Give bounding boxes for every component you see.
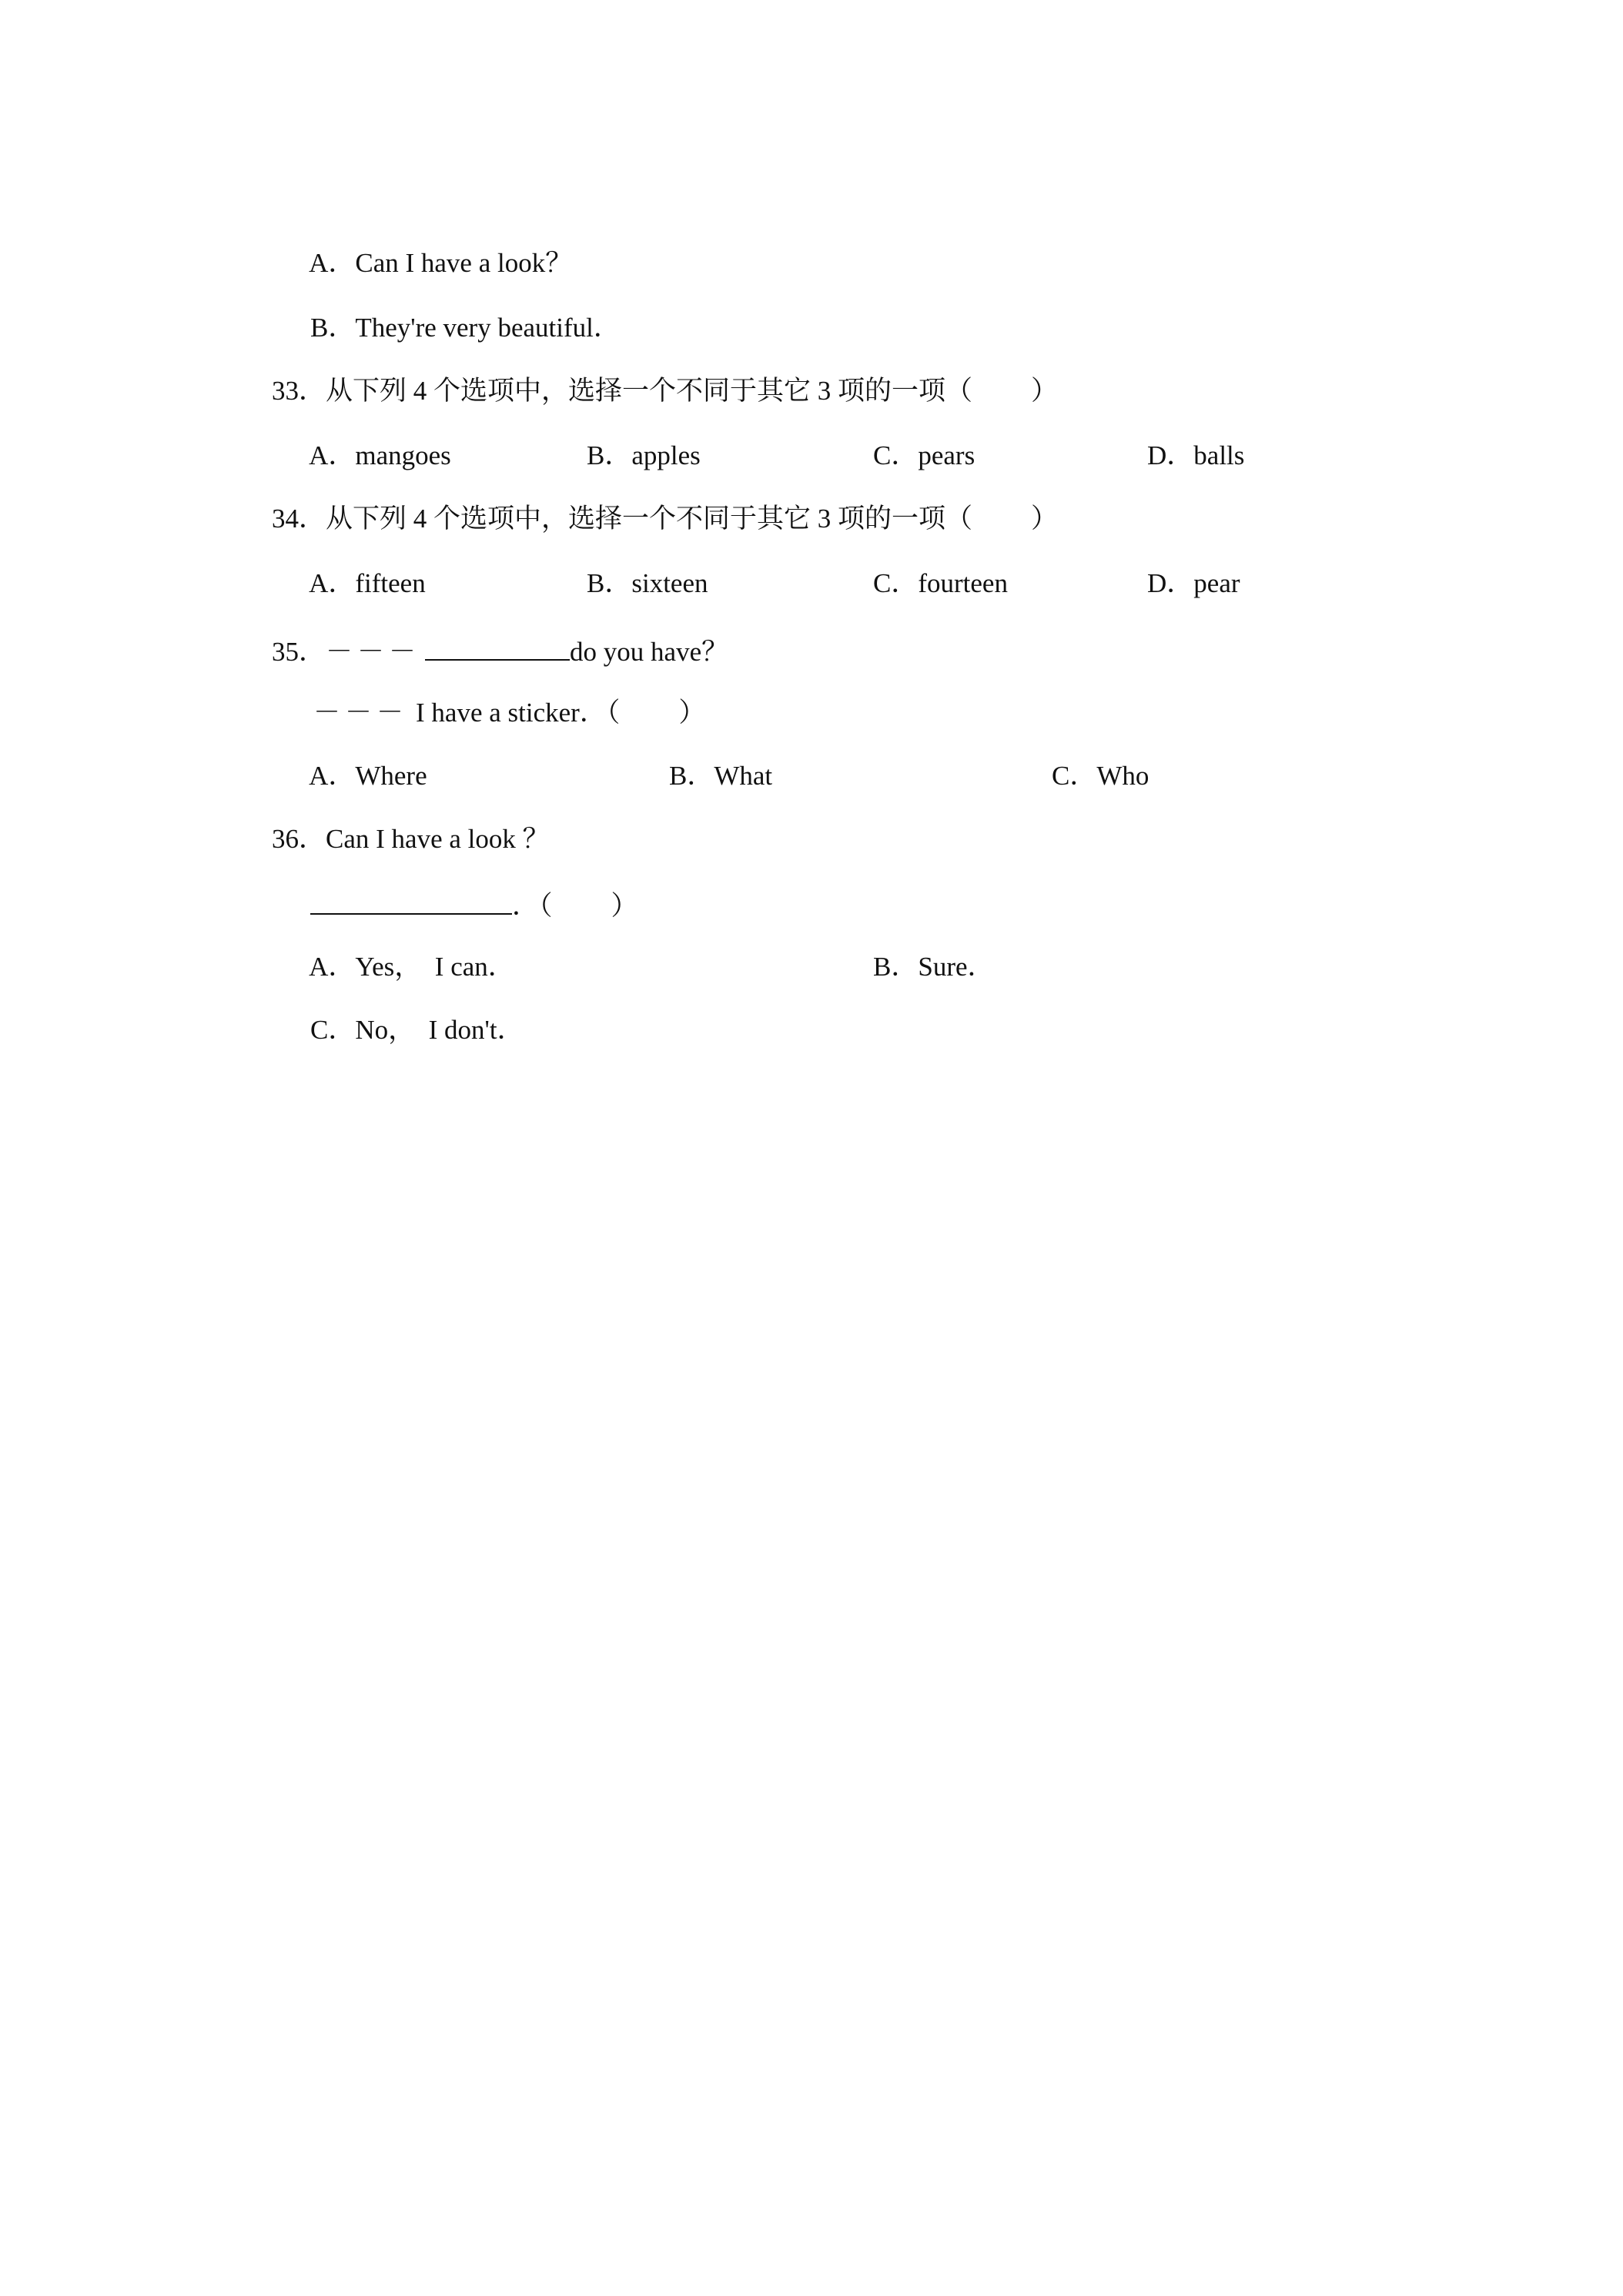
option-text: They're very beautiful． (355, 313, 621, 343)
option-text: balls (1193, 440, 1245, 470)
option-letter: A． (309, 248, 356, 278)
option-text: mangoes (355, 440, 451, 470)
option-letter: A． (309, 761, 356, 791)
option-text: Yes， I can． (355, 952, 515, 982)
option-text: Where (355, 761, 427, 791)
option-text: No， I don't． (355, 1015, 524, 1045)
q34-option-c (846, 533, 1008, 634)
q35-option-c (1025, 725, 1149, 827)
option-letter: C． (873, 440, 919, 470)
answer-paren-close: ） (1031, 376, 1059, 406)
option-text: pears (918, 440, 975, 470)
question-text: Can I have a look ？ (326, 824, 550, 854)
dialogue-dash: －－－ (313, 698, 409, 728)
option-letter: A． (309, 952, 356, 982)
answer-paren-close: ） (678, 698, 706, 728)
question-number: 36． (272, 824, 326, 854)
option-letter: D． (1147, 568, 1194, 598)
question-number: 33． (272, 376, 326, 406)
option-text: pear (1193, 568, 1240, 598)
answer-paren-close: ） (1031, 504, 1059, 534)
q36-option-c (283, 979, 524, 1081)
option-letter: C． (873, 568, 919, 598)
dialogue-dash: －－－ (326, 637, 421, 667)
option-text: fifteen (355, 568, 426, 598)
q36-option-b (846, 916, 995, 1018)
answer-paren-close: ） (611, 891, 638, 921)
option-letter: A． (309, 440, 356, 470)
question-text: 从下列 4 个选项中，选择一个不同于其它 3 项的一项（ (326, 376, 973, 406)
question-number: 35． (272, 637, 326, 667)
q34-option-d (1120, 533, 1240, 634)
option-text: Who (1096, 761, 1149, 791)
option-letter: B． (587, 440, 632, 470)
option-letter: A． (309, 568, 356, 598)
option-letter: B． (587, 568, 632, 598)
answer-blank (425, 631, 570, 661)
question-text: 从下列 4 个选项中，选择一个不同于其它 3 项的一项（ (326, 504, 973, 534)
option-letter: D． (1147, 440, 1194, 470)
option-letter: C． (310, 1015, 356, 1045)
option-text: apples (631, 440, 701, 470)
option-letter: B． (310, 313, 356, 343)
question-number: 34． (272, 504, 326, 534)
q33-option-d (1120, 405, 1244, 507)
option-text: Sure． (918, 952, 995, 982)
option-letter: C． (1052, 761, 1097, 791)
option-text: fourteen (918, 568, 1008, 598)
answer-blank (310, 885, 512, 915)
option-letter: B． (873, 952, 919, 982)
q35-option-b (642, 725, 772, 827)
option-text: What (714, 761, 773, 791)
question-text: do you have？ (570, 637, 729, 667)
answer-suffix: ．（ (512, 891, 553, 921)
option-text: sixteen (631, 568, 708, 598)
option-letter: B． (669, 761, 714, 791)
option-text: Can I have a look？ (355, 248, 573, 278)
reply-text: I have a sticker．（ (416, 698, 621, 728)
